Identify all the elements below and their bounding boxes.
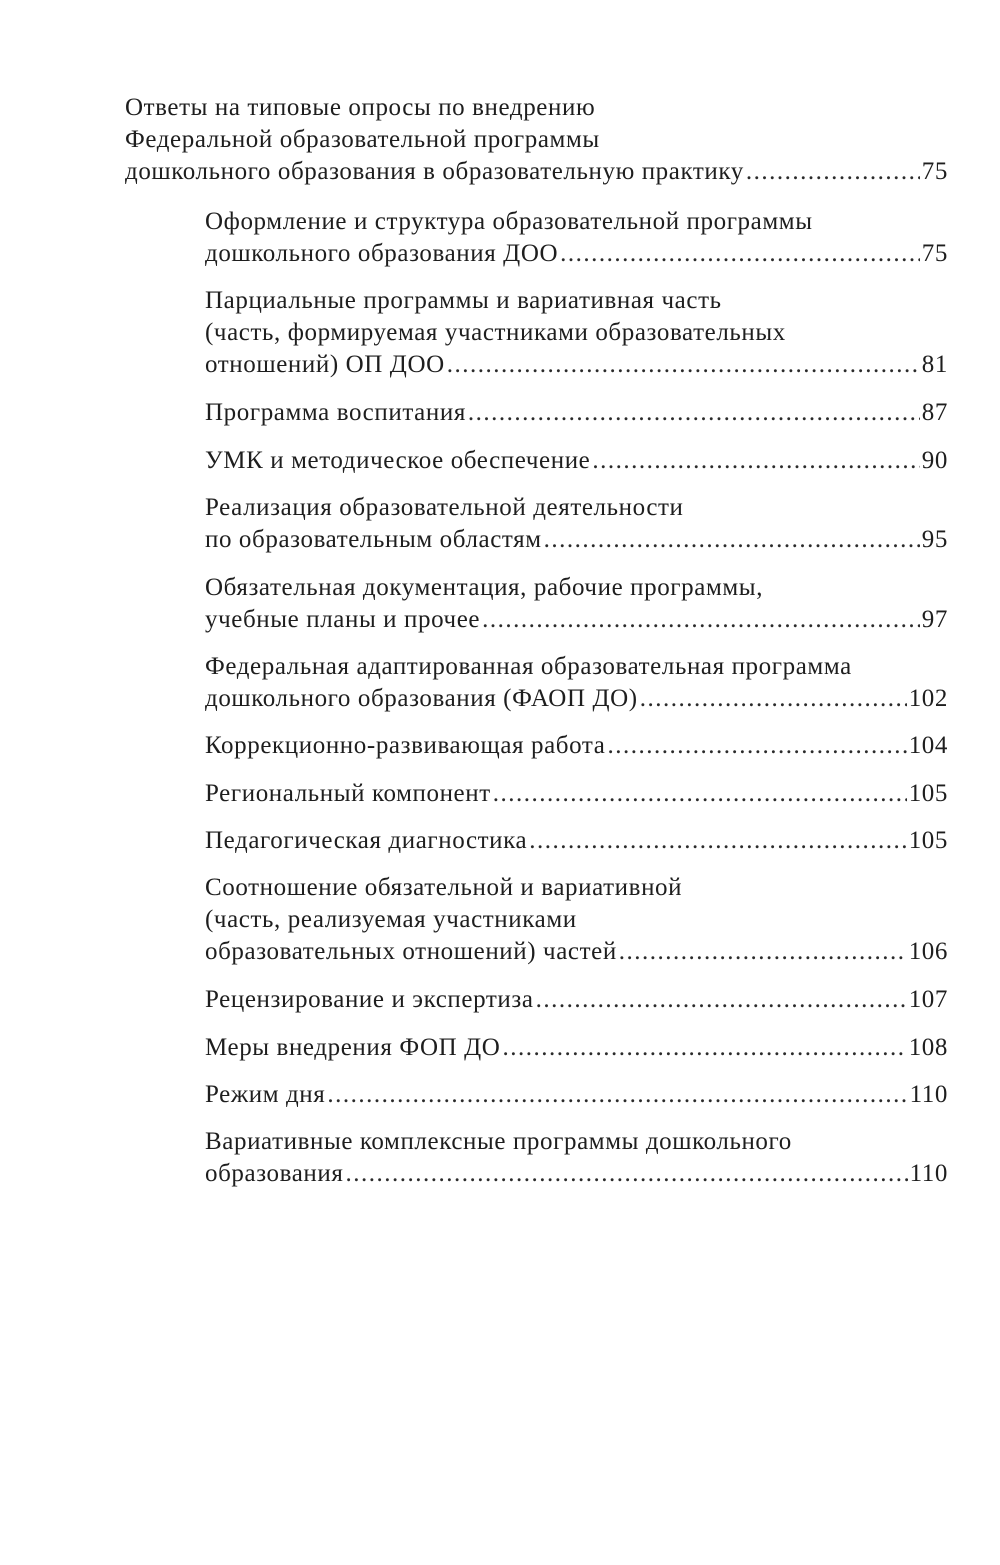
toc-entry-title-line: дошкольного образования (ФАОП ДО) — [205, 685, 638, 712]
toc-page-number: 102 — [908, 685, 948, 712]
toc-entry[interactable] — [205, 778, 948, 810]
toc-page-number: 95 — [921, 526, 948, 553]
toc-page-number: 108 — [908, 1034, 948, 1061]
toc-page-number: 75 — [921, 240, 948, 267]
toc-entry-title-line: Программа воспитания — [205, 399, 466, 426]
toc-entry[interactable] — [205, 572, 948, 636]
toc-entry-title-line: Федеральной образовательной программы — [125, 126, 600, 153]
toc-entry-title-line: (часть, формируемая участниками образовательных — [205, 319, 786, 346]
toc-entry[interactable] — [205, 1032, 948, 1064]
toc-page-number: 97 — [921, 606, 948, 633]
dot-leader — [746, 156, 920, 188]
toc-entry-title-line: отношений) ОП ДОО — [205, 351, 445, 378]
toc-entry-title-line: Вариативные комплексные программы дошкольного — [205, 1128, 792, 1155]
toc-page-number: 106 — [908, 938, 948, 965]
toc-entry-title-line: Ответы на типовые опросы по внедрению — [125, 94, 596, 121]
toc-entry-title-line: Оформление и структура образовательной программы — [205, 208, 813, 235]
toc-page-number: 90 — [921, 447, 948, 474]
toc-entry-title-line: дошкольного образования в образовательную практику — [125, 158, 744, 185]
toc-entry[interactable] — [205, 872, 948, 968]
toc-page-number: 75 — [921, 158, 948, 185]
dot-leader — [592, 445, 919, 477]
toc-entry-title-line: Педагогическая диагностика — [205, 827, 528, 854]
toc-entry[interactable] — [205, 206, 948, 270]
toc-entry-title-line: Режим дня — [205, 1081, 326, 1108]
toc-entry[interactable] — [205, 984, 948, 1016]
toc-page-number: 107 — [908, 986, 948, 1013]
dot-leader — [607, 730, 906, 762]
toc-entry-title-line: дошкольного образования ДОО — [205, 240, 559, 267]
toc-entry-title-line: образовательных отношений) частей — [205, 938, 617, 965]
toc-entry-title-line: Соотношение обязательной и вариативной — [205, 874, 683, 901]
toc-page-number: 104 — [908, 732, 948, 759]
toc-entry[interactable] — [205, 445, 948, 477]
dot-leader — [536, 984, 907, 1016]
toc-entry[interactable] — [205, 825, 948, 857]
toc-entry-title-line: Реализация образовательной деятельности — [205, 494, 684, 521]
toc-entry[interactable] — [205, 1126, 948, 1190]
toc-page-number: 87 — [921, 399, 948, 426]
dot-leader — [544, 524, 920, 556]
dot-leader — [619, 936, 907, 968]
toc-page-number: 81 — [921, 351, 948, 378]
toc-entry[interactable] — [205, 1079, 948, 1111]
toc-entry-title-line: УМК и методическое обеспечение — [205, 447, 591, 474]
dot-leader — [345, 1158, 907, 1190]
toc-page-number: 110 — [909, 1160, 948, 1187]
toc-entry-title-line: Коррекционно-развивающая работа — [205, 732, 606, 759]
toc-page-number: 105 — [908, 827, 948, 854]
toc-entry-title-line: Обязательная документация, рабочие программы, — [205, 574, 764, 601]
toc-entry-title-line: Федеральная адаптированная образовательная программа — [205, 653, 852, 680]
dot-leader — [482, 604, 920, 636]
dot-leader — [447, 349, 920, 381]
toc-page-number: 110 — [909, 1081, 948, 1108]
toc-entry[interactable] — [205, 651, 948, 715]
toc-entry-title-line: Рецензирование и экспертиза — [205, 986, 534, 1013]
toc-entry[interactable] — [205, 397, 948, 429]
toc-entry[interactable] — [125, 92, 948, 188]
toc-entry[interactable] — [205, 492, 948, 556]
dot-leader — [493, 778, 907, 810]
toc-entry-title-line: Меры внедрения ФОП ДО — [205, 1034, 501, 1061]
toc-entry-title-line: Парциальные программы и вариативная часть — [205, 287, 722, 314]
toc-entry-title-line: по образовательным областям — [205, 526, 542, 553]
dot-leader — [327, 1079, 907, 1111]
toc-entry-title-line: учебные планы и прочее — [205, 606, 481, 633]
toc-entry[interactable] — [205, 730, 948, 762]
dot-leader — [560, 238, 920, 270]
dot-leader — [529, 825, 906, 857]
dot-leader — [502, 1032, 906, 1064]
toc-entry-title-line: Региональный компонент — [205, 780, 491, 807]
toc-entry-title-line: (часть, реализуемая участниками — [205, 906, 577, 933]
toc-entry-title-line: образования — [205, 1160, 344, 1187]
toc-page-number: 105 — [908, 780, 948, 807]
toc-entry[interactable] — [205, 285, 948, 381]
dot-leader — [640, 683, 907, 715]
dot-leader — [468, 397, 920, 429]
